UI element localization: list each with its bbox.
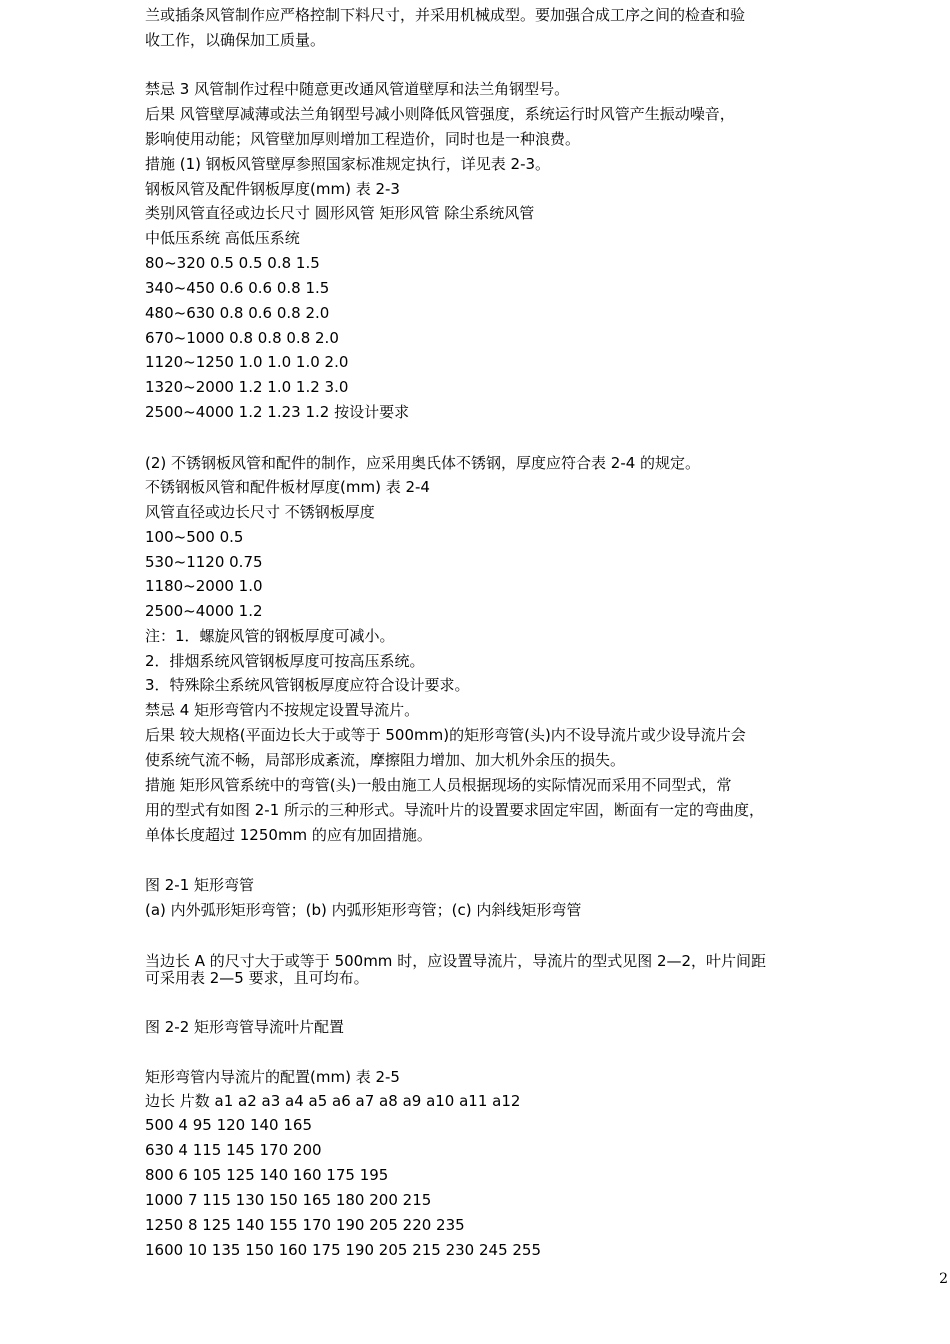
text-line: 措施 (1) 钢板风管壁厚参照国家标准规定执行，详见表 2-3。 — [145, 155, 551, 173]
note-line: 注：1．螺旋风管的钢板厚度可减小。 — [145, 627, 395, 645]
table-row: 480~630 0.8 0.6 0.8 2.0 — [145, 304, 330, 322]
text-line: 兰或插条风管制作应严格控制下料尺寸，并采用机械成型。要加强合成工序之间的检查和验 — [145, 6, 746, 24]
table-row: 500 4 95 120 140 165 — [145, 1116, 312, 1134]
table-caption: 矩形弯管内导流片的配置(mm) 表 2-5 — [145, 1068, 400, 1086]
text-line: 可采用表 2—5 要求，且可均布。 — [145, 969, 369, 987]
table-row: 340~450 0.6 0.6 0.8 1.5 — [145, 279, 330, 297]
text-line: 用的型式有如图 2-1 所示的三种形式。导流叶片的设置要求固定牢固，断面有一定的弯曲度， — [145, 801, 765, 819]
table-caption: 钢板风管及配件钢板厚度(mm) 表 2-3 — [145, 180, 400, 198]
section-heading: 禁忌 4 矩形弯管内不按规定设置导流片。 — [145, 701, 420, 719]
text-line: 后果 较大规格(平面边长大于或等于 500mm)的矩形弯管(头)内不设导流片或少设导流片会 — [145, 726, 746, 744]
section-heading: 禁忌 3 风管制作过程中随意更改通风管道壁厚和法兰角钢型号。 — [145, 80, 570, 98]
text-line: 措施 矩形风管系统中的弯管(头)一般由施工人员根据现场的实际情况而采用不同型式，常 — [145, 776, 732, 794]
table-row: 80~320 0.5 0.5 0.8 1.5 — [145, 254, 320, 272]
text-line: 当边长 A 的尺寸大于或等于 500mm 时，应设置导流片，导流片的型式见图 2—2，叶片间距 — [145, 952, 767, 970]
table-caption: 不锈钢板风管和配件板材厚度(mm) 表 2-4 — [145, 478, 430, 496]
figure-caption: 图 2-1 矩形弯管 — [145, 876, 255, 894]
table-row: 1120~1250 1.0 1.0 1.0 2.0 — [145, 353, 349, 371]
text-line: 单体长度超过 1250mm 的应有加固措施。 — [145, 826, 432, 844]
table-row: 2500~4000 1.2 — [145, 602, 263, 620]
note-line: 3．特殊除尘系统风管钢板厚度应符合设计要求。 — [145, 676, 470, 694]
text-line: 收工作，以确保加工质量。 — [145, 31, 326, 49]
table-row: 800 6 105 125 140 160 175 195 — [145, 1166, 389, 1184]
page-number: 2 — [939, 1271, 948, 1287]
text-line: 使系统气流不畅，局部形成紊流，摩擦阻力增加、加大机外余压的损失。 — [145, 751, 626, 769]
table-header: 风管直径或边长尺寸 不锈钢板厚度 — [145, 503, 375, 521]
table-row: 1600 10 135 150 160 175 190 205 215 230 245 255 — [145, 1241, 542, 1259]
table-row: 1320~2000 1.2 1.0 1.2 3.0 — [145, 378, 349, 396]
table-row: 1250 8 125 140 155 170 190 205 220 235 — [145, 1216, 465, 1234]
table-row: 530~1120 0.75 — [145, 553, 263, 571]
text-line: (2) 不锈钢板风管和配件的制作，应采用奥氏体不锈钢，厚度应符合表 2-4 的规定。 — [145, 454, 701, 472]
table-row: 2500~4000 1.2 1.23 1.2 按设计要求 — [145, 403, 410, 421]
table-row: 630 4 115 145 170 200 — [145, 1141, 322, 1159]
table-row: 1000 7 115 130 150 165 180 200 215 — [145, 1191, 432, 1209]
table-row: 1180~2000 1.0 — [145, 577, 263, 595]
figure-caption: (a) 内外弧形矩形弯管；(b) 内弧形矩形弯管；(c) 内斜线矩形弯管 — [145, 901, 582, 919]
text-line: 影响使用动能；风管壁加厚则增加工程造价，同时也是一种浪费。 — [145, 130, 581, 148]
text-line: 后果 风管壁厚减薄或法兰角钢型号减小则降低风管强度，系统运行时风管产生振动噪音， — [145, 105, 735, 123]
note-line: 2．排烟系统风管钢板厚度可按高压系统。 — [145, 652, 425, 670]
table-header: 类别风管直径或边长尺寸 圆形风管 矩形风管 除尘系统风管 — [145, 204, 535, 222]
table-header: 中低压系统 高低压系统 — [145, 229, 300, 247]
table-row: 100~500 0.5 — [145, 528, 244, 546]
figure-caption: 图 2-2 矩形弯管导流叶片配置 — [145, 1018, 345, 1036]
table-row: 670~1000 0.8 0.8 0.8 2.0 — [145, 329, 339, 347]
table-header: 边长 片数 a1 a2 a3 a4 a5 a6 a7 a8 a9 a10 a11 a12 — [145, 1092, 521, 1110]
